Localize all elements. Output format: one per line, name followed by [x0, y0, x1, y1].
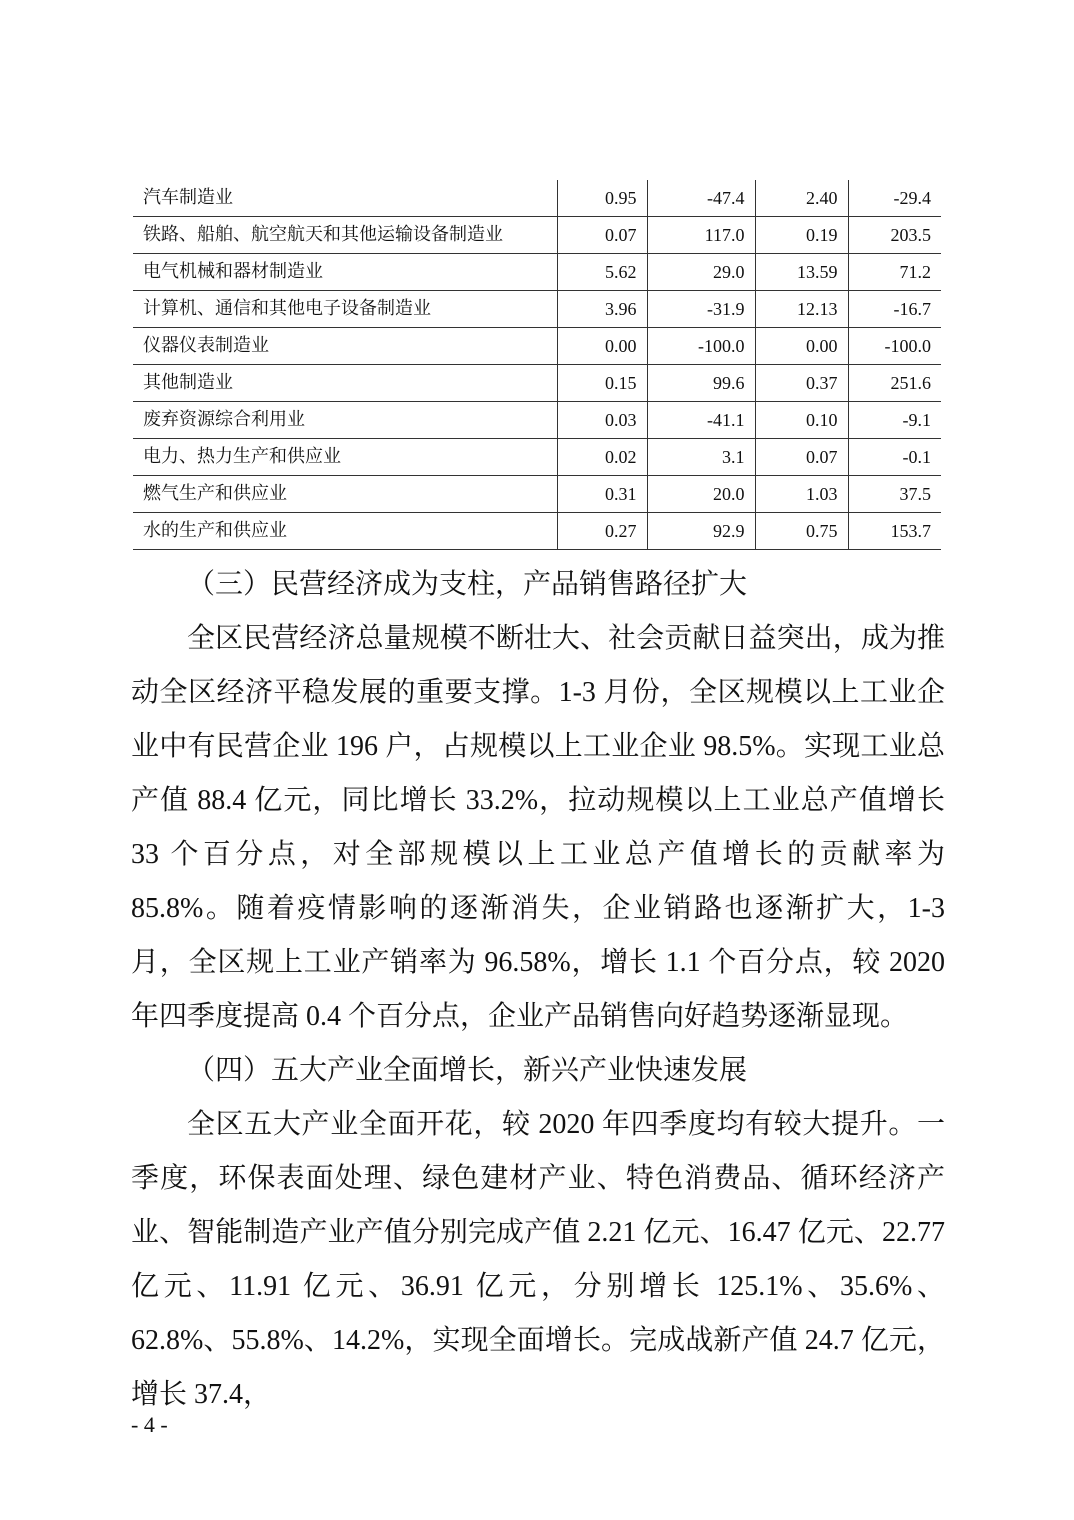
industry-name-cell: 燃气生产和供应业 [133, 476, 557, 513]
page-number: - 4 - [131, 1412, 168, 1437]
value-cell: 71.2 [848, 254, 941, 291]
value-cell: 251.6 [848, 365, 941, 402]
value-cell: 0.27 [557, 513, 647, 550]
table-row [133, 365, 941, 402]
industry-name-cell: 电气机械和器材制造业 [133, 254, 557, 291]
value-cell: -47.4 [647, 180, 755, 217]
industry-name-cell: 水的生产和供应业 [133, 513, 557, 550]
industry-name-cell: 废弃资源综合利用业 [133, 402, 557, 439]
value-cell: 0.31 [557, 476, 647, 513]
value-cell: 99.6 [647, 365, 755, 402]
value-cell: 3.1 [647, 439, 755, 476]
value-cell: 0.37 [755, 365, 848, 402]
value-cell: 0.15 [557, 365, 647, 402]
section-3-heading: （三）民营经济成为支柱，产品销售路径扩大 [187, 569, 748, 600]
table-row [133, 513, 941, 550]
table-body [133, 180, 941, 550]
value-cell: 0.19 [755, 217, 848, 254]
industry-name-cell: 电力、热力生产和供应业 [133, 439, 557, 476]
table-row [133, 328, 941, 365]
value-cell: 13.59 [755, 254, 848, 291]
value-cell: 0.75 [755, 513, 848, 550]
value-cell: 0.07 [557, 217, 647, 254]
value-cell: 12.13 [755, 291, 848, 328]
section-4-paragraph: 全区五大产业全面开花，较 2020 年四季度均有较大提升。一季度，环保表面处理、绿色建材产业、特色消费品、循环经济产业、智能制造产业产值分别完成产值 2.21 亿元、16.47 亿元、22.77 亿元、11.91 亿元、36.91 亿元，分别增长 125.1%、35.6%、62.8%、55.8%、14.2%，实现全面增长。完成战新产值 24.7 亿元，增长 37.4， [131, 1109, 945, 1410]
value-cell: 92.9 [647, 513, 755, 550]
value-cell: 203.5 [848, 217, 941, 254]
value-cell: 117.0 [647, 217, 755, 254]
table-row [133, 476, 941, 513]
table-row [133, 217, 941, 254]
body-text [131, 558, 945, 1422]
table-row [133, 291, 941, 328]
value-cell: 0.95 [557, 180, 647, 217]
value-cell: 0.02 [557, 439, 647, 476]
value-cell: 0.07 [755, 439, 848, 476]
table-row [133, 180, 941, 217]
value-cell: -100.0 [848, 328, 941, 365]
value-cell: -0.1 [848, 439, 941, 476]
industry-name-cell: 计算机、通信和其他电子设备制造业 [133, 291, 557, 328]
value-cell: 0.10 [755, 402, 848, 439]
table-row [133, 402, 941, 439]
value-cell: -16.7 [848, 291, 941, 328]
value-cell: 0.03 [557, 402, 647, 439]
value-cell: 20.0 [647, 476, 755, 513]
industry-table [133, 180, 941, 550]
value-cell: 37.5 [848, 476, 941, 513]
value-cell: -41.1 [647, 402, 755, 439]
value-cell: -29.4 [848, 180, 941, 217]
value-cell: 29.0 [647, 254, 755, 291]
industry-name-cell: 其他制造业 [133, 365, 557, 402]
table-row [133, 439, 941, 476]
value-cell: 1.03 [755, 476, 848, 513]
table-row [133, 254, 941, 291]
value-cell: -100.0 [647, 328, 755, 365]
section-4-heading: （四）五大产业全面增长，新兴产业快速发展 [187, 1055, 748, 1086]
industry-name-cell: 汽车制造业 [133, 180, 557, 217]
value-cell: 5.62 [557, 254, 647, 291]
value-cell: 3.96 [557, 291, 647, 328]
value-cell: -9.1 [848, 402, 941, 439]
value-cell: 153.7 [848, 513, 941, 550]
industry-name-cell: 仪器仪表制造业 [133, 328, 557, 365]
value-cell: -31.9 [647, 291, 755, 328]
section-3-paragraph: 全区民营经济总量规模不断壮大、社会贡献日益突出，成为推动全区经济平稳发展的重要支撑。1-3 月份，全区规模以上工业企业中有民营企业 196 户，占规模以上工业企业 98.5%。实现工业总产值 88.4 亿元，同比增长 33.2%，拉动规模以上工业总产值增长 33 个百分点，对全部规模以上工业总产值增长的贡献率为 85.8%。随着疫情影响的逐渐消失，企业销路也逐渐扩大，1-3 月，全区规上工业产销率为 96.58%，增长 1.1 个百分点，较 2020 年四季度提高 0.4 个百分点，企业产品销售向好趋势逐渐显现。 [131, 623, 945, 1032]
value-cell: 2.40 [755, 180, 848, 217]
value-cell: 0.00 [755, 328, 848, 365]
value-cell: 0.00 [557, 328, 647, 365]
industry-name-cell: 铁路、船舶、航空航天和其他运输设备制造业 [133, 217, 557, 254]
